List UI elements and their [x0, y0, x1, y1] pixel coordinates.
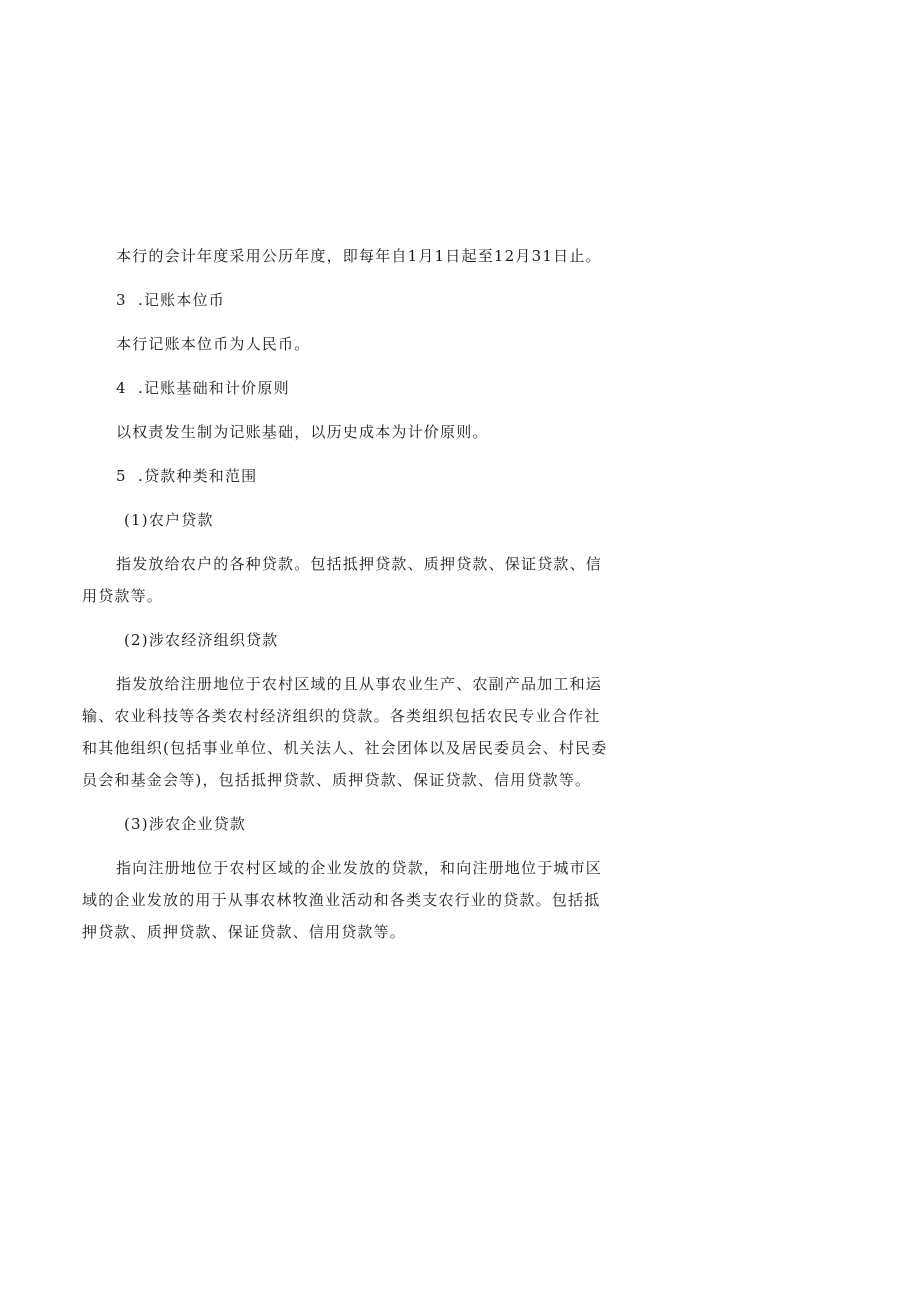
subsection-2-title: (2)涉农经济组织贷款	[124, 631, 279, 649]
subsection-2-line: 指发放给注册地位于农村区域的且从事农业生产、农副产品加工和运	[116, 675, 603, 693]
subsection-2-line: 和其他组织(包括事业单位、机关法人、社会团体以及居民委员会、村民委	[82, 739, 608, 757]
section-4-body: 以权责发生制为记账基础，以历史成本为计价原则。	[116, 423, 489, 441]
section-3-title: .记账本位币	[138, 291, 225, 309]
subsection-3-line: 域的企业发放的用于从事农林牧渔业活动和各类支农行业的贷款。包括抵	[82, 891, 601, 909]
fiscal-year-paragraph: 本行的会计年度采用公历年度，即每年自1月1日起至12月31日止。	[116, 247, 602, 265]
section-5-title: .贷款种类和范围	[138, 467, 258, 485]
section-3-heading	[116, 290, 225, 310]
subsection-3-title: (3)涉农企业贷款	[124, 815, 247, 833]
subsection-1-title: (1)农户贷款	[124, 511, 214, 529]
section-3-body: 本行记账本位币为人民币。	[116, 335, 311, 353]
subsection-1-line: 用贷款等。	[82, 587, 164, 605]
section-4-number: 4	[116, 379, 127, 397]
subsection-2-line: 输、农业科技等各类农村经济组织的贷款。各类组织包括农民专业合作社	[82, 707, 601, 725]
section-5-heading	[116, 466, 257, 486]
subsection-1-line: 指发放给农户的各种贷款。包括抵押贷款、质押贷款、保证贷款、信	[116, 555, 603, 573]
section-4-heading	[116, 378, 290, 398]
section-4-title: .记账基础和计价原则	[138, 379, 290, 397]
section-3-number: 3	[116, 291, 127, 309]
subsection-2-line: 员会和基金会等)，包括抵押贷款、质押贷款、保证贷款、信用贷款等。	[82, 771, 592, 789]
section-5-number: 5	[116, 467, 127, 485]
subsection-3-line: 押贷款、质押贷款、保证贷款、信用贷款等。	[82, 923, 407, 941]
subsection-3-line: 指向注册地位于农村区域的企业发放的贷款，和向注册地位于城市区	[116, 859, 603, 877]
